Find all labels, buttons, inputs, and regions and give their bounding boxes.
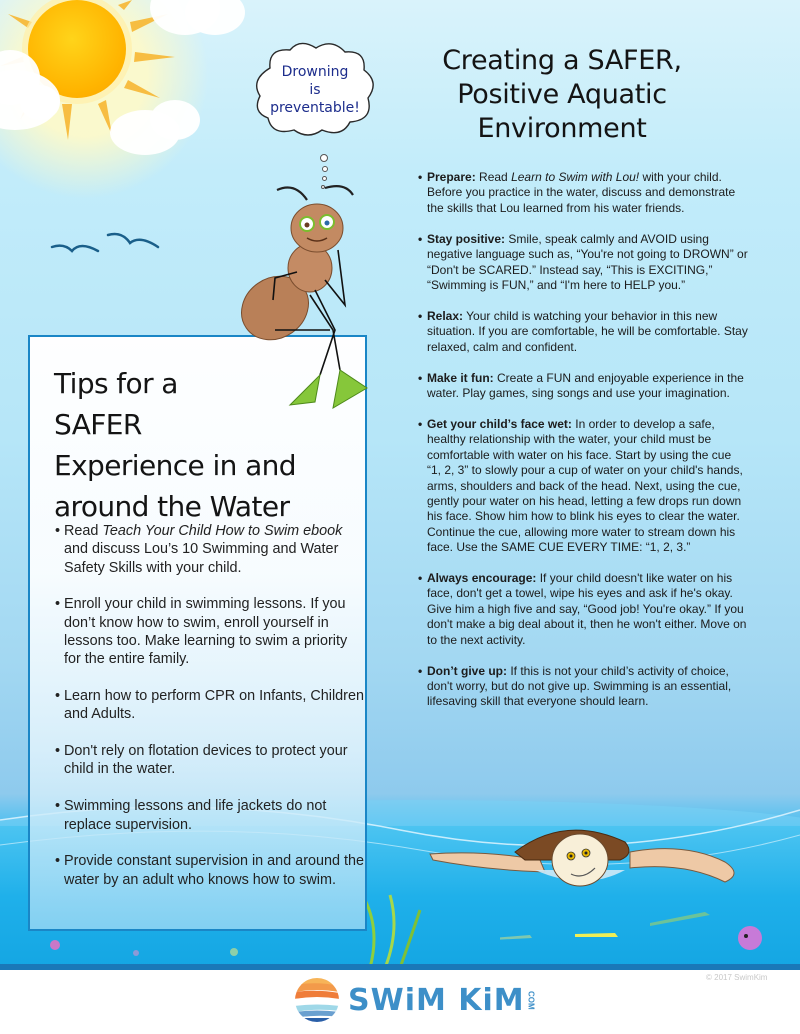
tip-make-it-fun [418, 371, 748, 402]
tip-text: Read [64, 523, 103, 539]
fish-icons [500, 900, 800, 960]
thought-line: preventable! [270, 100, 360, 116]
safety-tip: • Don't rely on flotation devices to protect your child in the water. [55, 742, 365, 779]
shell-icon [133, 950, 139, 956]
tip-label: Don’t give up: [427, 663, 507, 678]
ebook-title: Teach Your Child How to Swim ebook [102, 523, 343, 539]
bubble-dot [320, 154, 328, 162]
shell-icon [230, 948, 238, 956]
aquatic-tips-list [418, 170, 748, 725]
safety-tip: • Swimming lessons and life jackets do not replace supervision. [55, 797, 365, 834]
tip-prepare [418, 170, 748, 216]
left-section-title [54, 363, 354, 527]
tip-label: Relax: [427, 308, 464, 323]
bubble-dot [322, 166, 328, 172]
title-line: Tips for a [54, 367, 178, 400]
tip-text: with your child. Before you practice in the water, discuss and demonstrate the skills that Lou learned from his water friends. [427, 170, 736, 215]
tip-stay-positive [418, 232, 748, 294]
right-section-title [432, 44, 692, 146]
tip-label: Always encourage: [427, 571, 537, 586]
tip-dont-give-up [418, 664, 748, 710]
thought-line: Drowning [281, 64, 349, 80]
title-line: SAFER [54, 408, 142, 441]
tip-always-encourage [418, 571, 748, 648]
thought-bubble [255, 45, 375, 135]
safety-tip: • Enroll your child in swimming lessons. If you don’t know how to swim, enroll yourself in lessons too. Make learning to swim a priority for the entire family. [55, 595, 365, 668]
birds-icon [50, 225, 170, 265]
shell-icon [50, 940, 60, 950]
tip-text: and discuss Lou’s 10 Swimming and Water Safety Skills with your child. [64, 541, 339, 576]
tip-label: Stay positive: [427, 231, 506, 246]
tip-face-wet [418, 417, 748, 556]
tip-relax [418, 309, 748, 355]
tip-label: Make it fun: [427, 370, 494, 385]
safety-tip: • Learn how to perform CPR on Infants, Children and Adults. [55, 687, 365, 724]
turtle-illustration [425, 812, 745, 902]
tip-text: If this is not your child’s activity of choice, don't worry, but do not give up. Swimming is an essential, lifesaving skill that everyone should learn. [427, 663, 732, 709]
logo-text: SWiM KiM [348, 982, 525, 1018]
safety-tip: • Provide constant supervision in and around the water by an adult who knows how to swim. [55, 852, 365, 889]
tip-text: Create a FUN and enjoyable experience in the water. Play games, sing songs and use your imagination. [427, 370, 744, 400]
safety-tips-list [55, 522, 365, 907]
logo-suffix: COM [526, 990, 536, 1010]
tip-text: In order to develop a safe, healthy relationship with the water, your child must be comfortable with water on his face. Start by using the cue “1, 2, 3” to slowly pour a cup of water on your child's hands, arms, shoulders and back of the head. Next, using the cue, gently pour water on his head, letting a few drops run down his face. Show him how to blink his eyes to clear the water. Continue the cue, allowing more water to stream down his face. Use the SAME CUE EVERY TIME: “1, 2, 3.” [427, 416, 743, 555]
tip-text: Smile, speak calmly and AVOID using negative language such as, “You're not going to DROWN” or “Don't be SCARED.” Instead say, “This is EXCITING,” “Swimming is FUN,” and “I'm here to HELP you.” [427, 231, 748, 292]
title-line: Creating a SAFER, [442, 45, 682, 76]
thought-line: is [309, 82, 321, 98]
logo-sun-waves-icon [294, 977, 340, 1023]
title-line: around the Water [54, 490, 290, 523]
swimkim-logo[interactable] [294, 977, 536, 1023]
title-line: Experience in and [54, 449, 296, 482]
title-line: Environment [477, 113, 647, 144]
title-line: Positive Aquatic [457, 79, 667, 110]
tip-text: Your child is watching your behavior in this new situation. If you are comfortable, he will be comfortable. Stay relaxed, calm and confident. [427, 308, 748, 354]
tip-text: If your child doesn't like water on his face, don't get a towel, wipe his eyes and ask if he's okay. Give him a high five and say, “Good job! You're okay.” If you don't make a big deal about it, then he won't either. Move on to the next activity. [427, 571, 747, 647]
tip-text: Read [479, 170, 512, 184]
copyright: © 2017 SwimKim [706, 973, 768, 982]
cloud [150, 100, 200, 140]
seaweed-illustration [360, 890, 440, 968]
cloud [20, 85, 60, 120]
tip-label: Get your child’s face wet: [427, 416, 572, 431]
safety-tip [55, 522, 365, 577]
book-title: Learn to Swim with Lou! [511, 170, 640, 184]
tip-label: Prepare: [427, 170, 476, 184]
